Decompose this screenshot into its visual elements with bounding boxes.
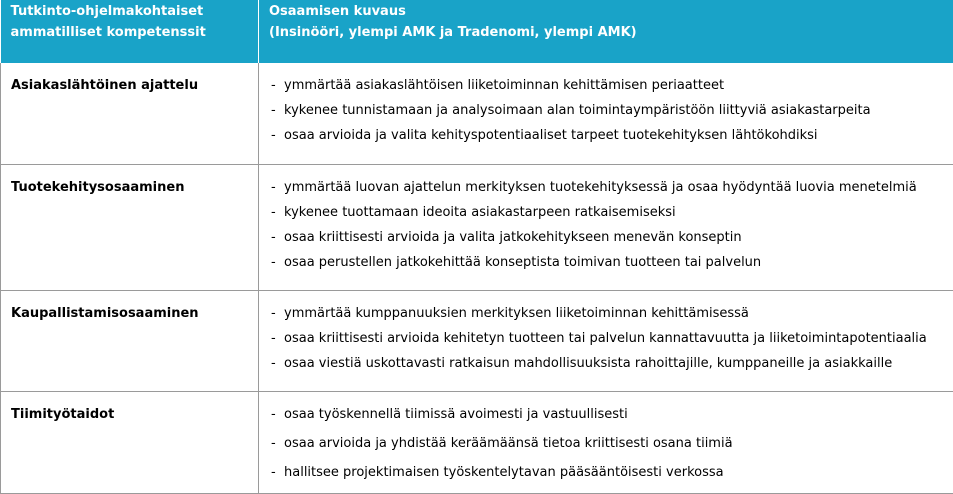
list-item [271, 102, 943, 119]
header-competences [1, 0, 259, 63]
bullet: - [271, 102, 284, 119]
list-item [271, 330, 943, 347]
bullet: - [271, 330, 284, 347]
header-col2-line2: (Insinööri, ylempi AMK ja Tradenomi, ylempi AMK) [269, 22, 944, 43]
description-list [269, 406, 943, 481]
list-item [271, 406, 943, 423]
header-col1-line2: ammatilliset kompetenssit [11, 22, 249, 43]
description-list [269, 77, 943, 144]
list-item-text: osaa arvioida ja valita kehityspotentiaaliset tarpeet tuotekehityksen lähtökohdiksi [284, 128, 818, 143]
list-item [271, 464, 943, 481]
list-item-text: osaa arvioida ja yhdistää keräämäänsä tietoa kriittisesti osana tiimiä [284, 436, 733, 451]
competence-area-cell [1, 63, 259, 164]
bullet: - [271, 127, 284, 144]
list-item-text: ymmärtää luovan ajattelun merkityksen tuotekehityksessä ja osaa hyödyntää luovia menetelmiä [284, 180, 917, 195]
description-cell [259, 164, 953, 290]
table-row [1, 290, 953, 391]
description-list [269, 179, 943, 271]
list-item [271, 435, 943, 452]
bullet: - [271, 204, 284, 221]
competence-area: Tiimityötaidot [11, 406, 248, 423]
description-cell [259, 63, 953, 164]
list-item-text: kykenee tunnistamaan ja analysoimaan alan toimintaympäristöön liittyviä asiakastarpeita [284, 103, 871, 118]
header-description [259, 0, 953, 63]
competence-area-cell [1, 290, 259, 391]
bullet: - [271, 464, 284, 481]
header-col2-line1: Osaamisen kuvaus [269, 1, 944, 22]
competence-area-cell [1, 164, 259, 290]
list-item [271, 229, 943, 246]
competence-area: Tuotekehitysosaaminen [11, 179, 248, 196]
list-item-text: osaa kriittisesti arvioida ja valita jatkokehitykseen menevän konseptin [284, 230, 742, 245]
list-item [271, 179, 943, 196]
list-item-text: hallitsee projektimaisen työskentelytavan pääsääntöisesti verkossa [284, 465, 724, 480]
list-item-text: ymmärtää kumppanuuksien merkityksen liiketoiminnan kehittämisessä [284, 306, 749, 321]
bullet: - [271, 77, 284, 94]
list-item [271, 305, 943, 322]
list-item [271, 77, 943, 94]
bullet: - [271, 229, 284, 246]
table-row [1, 63, 953, 164]
list-item [271, 254, 943, 271]
list-item-text: osaa kriittisesti arvioida kehitetyn tuotteen tai palvelun kannattavuutta ja liiketoimintapotentiaalia [284, 331, 927, 346]
competence-area: Kaupallistamisosaaminen [11, 305, 248, 322]
list-item [271, 355, 943, 372]
competence-area: Asiakaslähtöinen ajattelu [11, 77, 248, 94]
list-item [271, 204, 943, 221]
list-item [271, 127, 943, 144]
bullet: - [271, 406, 284, 423]
bullet: - [271, 355, 284, 372]
list-item-text: osaa perustellen jatkokehittää konseptista toimivan tuotteen tai palvelun [284, 255, 761, 270]
bullet: - [271, 435, 284, 452]
bullet: - [271, 179, 284, 196]
list-item-text: osaa työskennellä tiimissä avoimesti ja vastuullisesti [284, 407, 628, 422]
list-item-text: kykenee tuottamaan ideoita asiakastarpeen ratkaisemiseksi [284, 205, 676, 220]
list-item-text: osaa viestiä uskottavasti ratkaisun mahdollisuuksista rahoittajille, kumppaneille ja asiakkaille [284, 356, 892, 371]
competence-area-cell [1, 391, 259, 493]
header-col1-line1: Tutkinto-ohjelmakohtaiset [11, 1, 249, 22]
bullet: - [271, 254, 284, 271]
header-row [1, 0, 953, 63]
description-cell [259, 391, 953, 493]
table-row [1, 164, 953, 290]
bullet: - [271, 305, 284, 322]
description-list [269, 305, 943, 372]
description-cell [259, 290, 953, 391]
list-item-text: ymmärtää asiakaslähtöisen liiketoiminnan kehittämisen periaatteet [284, 78, 724, 93]
table-row [1, 391, 953, 493]
